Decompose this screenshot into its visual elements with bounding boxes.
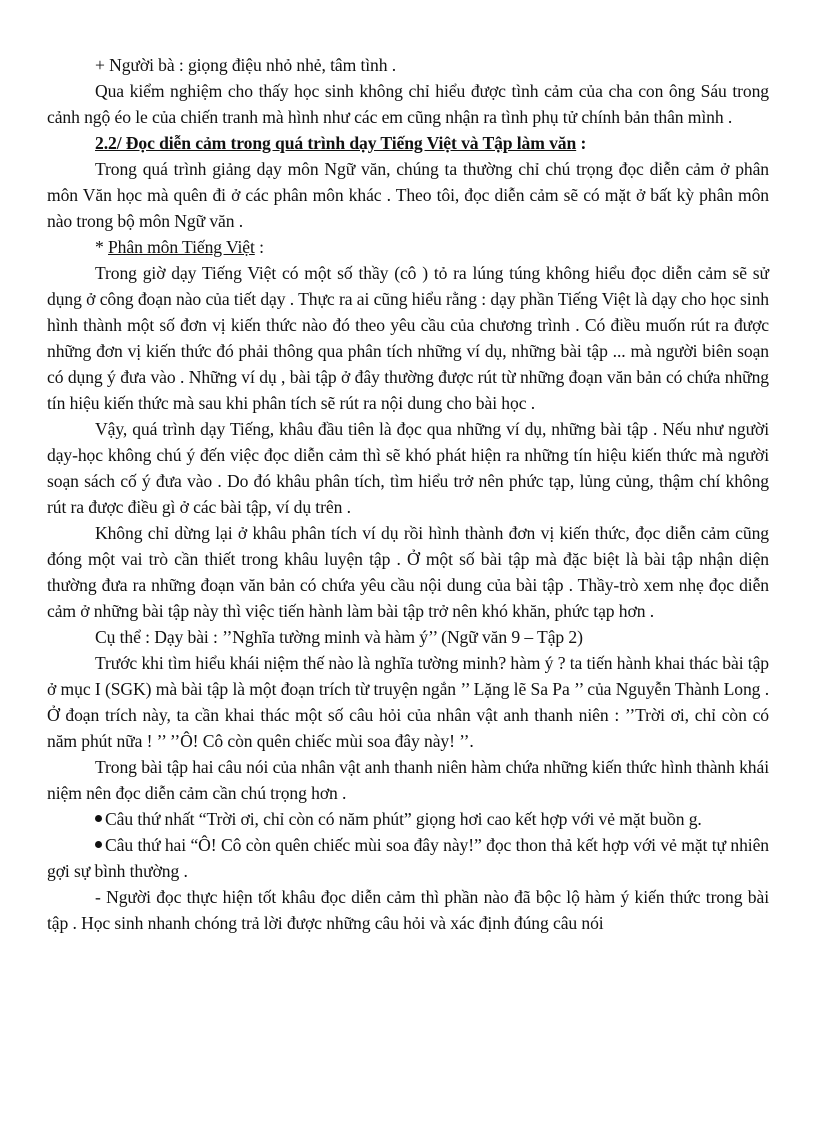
paragraph-tieng-viet-lesson: Trong giờ dạy Tiếng Việt có một số thầy (cô ) tỏ ra lúng túng không hiểu đọc diễn cảm sẽ sử dụng ở công đoạn nào của tiết dạy . Thực ra ai cũng hiểu rằng : dạy phần Tiếng Việt là dạy cho học sinh hình thành một số đơn vị kiến thức nào đó theo yêu cầu của chương trình . Có điều muốn rút ra được những đơn vị kiến thức đó phải thông qua phân tích những ví dụ, những bài tập ... mà người biên soạn có dụng ý đưa vào . Những ví dụ , bài tập ở đây thường được rút từ những đoạn văn bản có chứa những tín hiệu kiến thức mà sau khi phân tích sẽ rút ra nội dung cho bài học . (47, 263, 769, 413)
section-heading-title: 2.2/ Đọc diễn cảm trong quá trình dạy Tiếng Việt và Tập làm văn (95, 133, 577, 153)
paragraph-grandmother-voice: + Người bà : giọng điệu nhỏ nhẻ, tâm tình . (95, 55, 397, 75)
subsection-prefix: * (95, 237, 108, 257)
bullet-dot-icon (95, 815, 102, 822)
paragraph-before-concept: Trước khi tìm hiểu khái niệm thế nào là nghĩa tường minh? hàm ý ? ta tiến hành khai thác bài tập ở mục I (SGK) mà bài tập là một đoạn trích từ truyện ngắn ’’ Lặng lẽ Sa Pa ’’ của Nguyễn Thành Long . Ở đoạn trích này, ta cần khai thác một số câu hỏi của nhân vật anh thanh niên : ’’Trời ơi, chỉ còn có năm phút nữa ! ’’ ’’Ô! Cô còn quên chiếc mùi soa đây này! ’’. (47, 653, 769, 751)
subsection-heading-tieng-viet (47, 234, 769, 260)
paragraph-first-step: Vậy, quá trình dạy Tiếng, khâu đầu tiên là đọc qua những ví dụ, những bài tập . Nếu như người dạy-học không chú ý đến việc đọc diễn cảm thì sẽ khó phát hiện ra những tín hiệu kiến thức mà người soạn sách cố ý đưa vào . Do đó khâu phân tích, tìm hiểu trở nên phức tạp, lủng củng, thậm chí không rút ra được điều gì ở các bài tập, ví dụ trên . (47, 419, 769, 517)
paragraph-specific-lesson: Cụ thể : Dạy bài : ’’Nghĩa tường minh và hàm ý’’ (Ngữ văn 9 – Tập 2) (95, 627, 583, 647)
paragraph-two-sentences: Trong bài tập hai câu nói của nhân vật anh thanh niên hàm chứa những kiến thức hình thành khái niệm nên đọc diễn cảm cần chú trọng hơn . (47, 757, 769, 803)
paragraph-practice: Không chỉ dừng lại ở khâu phân tích ví dụ rồi hình thành đơn vị kiến thức, đọc diễn cảm cũng đóng một vai trò cần thiết trong khâu luyện tập . Ở một số bài tập mà đặc biệt là bài tập nhận diện thường đưa ra những đoạn văn bản có chứa yêu cầu nội dung của bài tập . Thầy-trò xem nhẹ đọc diễn cảm ở những bài tập này thì việc tiến hành làm bài tập trở nên khó khăn, phức tạp hơn . (47, 523, 769, 621)
section-heading-2-2 (47, 130, 769, 156)
paragraph-teaching-process: Trong quá trình giảng dạy môn Ngữ văn, chúng ta thường chỉ chú trọng đọc diễn cảm ở phân môn Văn học mà quên đi ở các phân môn khác . Theo tôi, đọc diễn cảm sẽ có mặt ở bất kỳ phân môn nào trong bộ môn Ngữ văn . (47, 159, 769, 231)
bullet-item-first-sentence (47, 806, 769, 832)
bullet-item-second-sentence (47, 832, 769, 884)
bullet-dot-icon (95, 841, 102, 848)
bullet-text-first: Câu thứ nhất “Trời ơi, chỉ còn có năm phút” giọng hơi cao kết hợp với vẻ mặt buồn g. (105, 809, 702, 829)
document-page (47, 52, 769, 936)
paragraph-experience: Qua kiểm nghiệm cho thấy học sinh không chỉ hiểu được tình cảm của cha con ông Sáu trong cảnh ngộ éo le của chiến tranh mà hình như các em cũng nhận ra tình phụ tử chính bản thân mình . (47, 81, 769, 127)
section-heading-colon: : (576, 133, 587, 153)
bullet-text-second: Câu thứ hai “Ô! Cô còn quên chiếc mùi soa đây này!” đọc thon thả kết hợp với vẻ mặt tự nhiên gợi sự bình thường . (47, 835, 769, 881)
paragraph-reader-performance: - Người đọc thực hiện tốt khâu đọc diễn cảm thì phần nào đã bộc lộ hàm ý kiến thức trong bài tập . Học sinh nhanh chóng trả lời được những câu hỏi và xác định đúng câu nói (47, 887, 769, 933)
subsection-colon: : (254, 237, 264, 257)
subsection-title: Phân môn Tiếng Việt (108, 237, 255, 257)
